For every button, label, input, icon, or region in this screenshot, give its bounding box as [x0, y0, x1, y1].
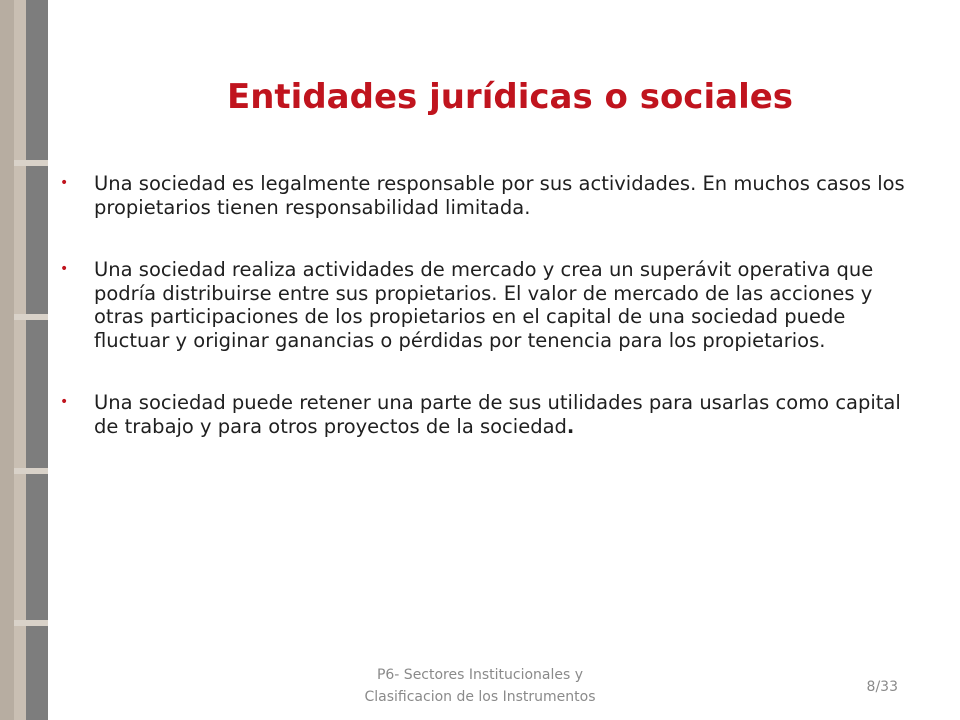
bullet-item	[60, 391, 920, 438]
footer-caption	[330, 664, 630, 708]
bullet-text: Una sociedad es legalmente responsable por sus actividades. En muchos casos los propietarios tienen responsabilidad limitada.	[94, 172, 905, 219]
sidebar-block	[26, 166, 48, 314]
bullet-strong-suffix: .	[566, 414, 575, 438]
footer-line-2: Clasificacion de los Instrumentos	[364, 689, 596, 705]
slide-title: Entidades jurídicas o sociales	[226, 77, 794, 117]
bullet-marker: •	[60, 261, 69, 277]
footer-line-1: P6- Sectores Institucionales y	[376, 667, 584, 683]
sidebar-block	[26, 0, 48, 160]
bullet-text: Una sociedad puede retener una parte de sus utilidades para usarlas como capital de trabajo y para otros proyectos de la sociedad	[94, 391, 901, 438]
bullet-marker: •	[60, 394, 69, 410]
bullet-item	[60, 172, 920, 219]
bullet-marker: •	[60, 175, 69, 191]
sidebar-block	[26, 320, 48, 468]
sidebar-block	[26, 474, 48, 620]
page-number: 8/33	[866, 679, 898, 695]
bullet-item	[60, 258, 920, 352]
decorative-sidebar	[0, 0, 48, 720]
sidebar-outer-strip	[0, 0, 14, 720]
bullet-text: Una sociedad realiza actividades de mercado y crea un superávit operativa que podría distribuirse entre sus propietarios. El valor de mercado de las acciones y otras participaciones de los propietarios en el capital de una sociedad puede fluctuar y originar ganancias o pérdidas por tenencia para los propietarios.	[94, 258, 874, 352]
bullet-list	[60, 172, 920, 477]
sidebar-block	[26, 626, 48, 720]
